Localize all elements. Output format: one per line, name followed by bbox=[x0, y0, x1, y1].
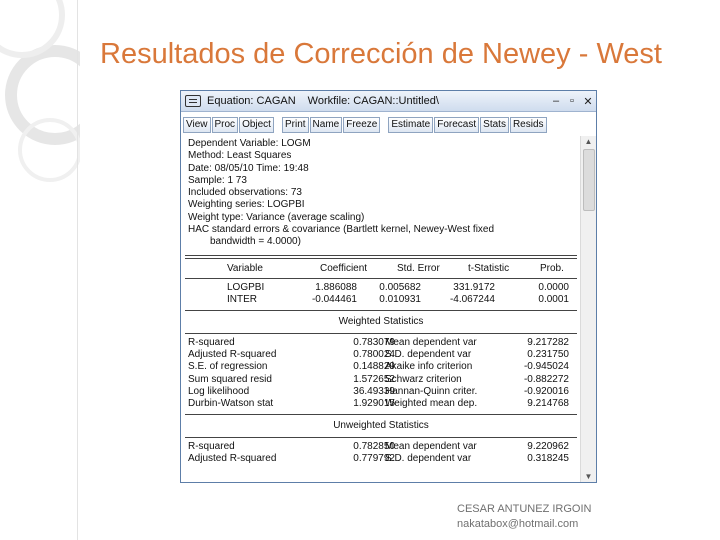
footer-author: CESAR ANTUNEZ IRGOIN bbox=[457, 503, 592, 515]
close-button[interactable]: ✕ bbox=[583, 95, 593, 108]
equation-window[interactable] bbox=[180, 90, 597, 483]
header-line: Weight type: Variance (average scaling) bbox=[188, 211, 365, 223]
stat-row: R-squared 0.783079 Mean dependent var 9.217282 bbox=[188, 336, 569, 348]
col-prob: Prob. bbox=[540, 262, 564, 274]
estimation-output bbox=[181, 136, 581, 482]
stat-row: Sum squared resid 1.572652 Schwarz criterion -0.882272 bbox=[188, 373, 569, 385]
col-t-statistic: t-Statistic bbox=[468, 262, 510, 274]
output-header bbox=[181, 136, 581, 249]
restore-button[interactable]: ▫ bbox=[570, 94, 574, 107]
estimate-button[interactable]: Estimate bbox=[388, 117, 433, 133]
divider bbox=[185, 310, 577, 311]
view-button[interactable]: View bbox=[183, 117, 211, 133]
decorative-line bbox=[77, 0, 78, 540]
name-button[interactable]: Name bbox=[310, 117, 343, 133]
equation-window-icon[interactable] bbox=[185, 95, 201, 107]
slide-title: Resultados de Corrección de Newey - West bbox=[100, 38, 662, 70]
stat-row: Adjusted R-squared 0.779792 S.D. dependent var 0.318245 bbox=[188, 453, 569, 465]
header-line: Weighting series: LOGPBI bbox=[188, 199, 305, 211]
minimize-button[interactable]: – bbox=[552, 94, 560, 107]
weighted-statistics-title: Weighted Statistics bbox=[338, 315, 424, 327]
scroll-down-arrow-icon[interactable]: ▼ bbox=[584, 472, 593, 481]
header-line: Method: Least Squares bbox=[188, 150, 292, 162]
object-button[interactable]: Object bbox=[239, 117, 274, 133]
proc-button[interactable]: Proc bbox=[212, 117, 239, 133]
divider bbox=[185, 333, 577, 334]
divider bbox=[185, 278, 577, 279]
scroll-up-arrow-icon[interactable]: ▲ bbox=[584, 137, 593, 146]
decorative-circles bbox=[0, 0, 80, 200]
coef-row: INTER -0.044461 0.010931 -4.067244 0.0001 bbox=[227, 294, 569, 306]
coef-table-header bbox=[181, 263, 581, 275]
resids-button[interactable]: Resids bbox=[510, 117, 547, 133]
print-button[interactable]: Print bbox=[282, 117, 309, 133]
stat-row: R-squared 0.782850 Mean dependent var 9.220962 bbox=[188, 440, 569, 452]
footer-email: nakatabox@hotmail.com bbox=[457, 518, 579, 530]
header-line: HAC standard errors & covariance (Bartlett kernel, Newey-West fixed bbox=[188, 224, 495, 236]
stat-row: Log likelihood 36.49339 Hannan-Quinn criter. -0.920016 bbox=[188, 386, 569, 398]
stat-row: Durbin-Watson stat 1.929015 Weighted mean dep. 9.214768 bbox=[188, 398, 569, 410]
window-titlebar[interactable] bbox=[181, 91, 596, 112]
divider bbox=[185, 255, 577, 259]
header-line: Sample: 1 73 bbox=[188, 174, 247, 186]
header-line: Date: 08/05/10 Time: 19:48 bbox=[188, 162, 309, 174]
slide-footer bbox=[457, 502, 591, 532]
header-line: bandwidth = 4.0000) bbox=[210, 236, 301, 248]
unweighted-statistics-title: Unweighted Statistics bbox=[333, 419, 429, 431]
forecast-button[interactable]: Forecast bbox=[434, 117, 479, 133]
col-coefficient: Coefficient bbox=[320, 262, 368, 274]
coef-row: LOGPBI 1.886088 0.005682 331.9172 0.0000 bbox=[227, 281, 569, 293]
col-variable: Variable bbox=[227, 262, 263, 274]
freeze-button[interactable]: Freeze bbox=[343, 117, 380, 133]
stat-row: S.E. of regression 0.148829 Akaike info criterion -0.945024 bbox=[188, 361, 569, 373]
header-line: Included observations: 73 bbox=[188, 187, 302, 199]
stats-button[interactable]: Stats bbox=[480, 117, 509, 133]
stat-row: Adjusted R-squared 0.780024 S.D. dependent var 0.231750 bbox=[188, 349, 569, 361]
equation-toolbar bbox=[183, 116, 594, 134]
divider bbox=[185, 437, 577, 438]
vertical-scrollbar[interactable] bbox=[580, 136, 596, 482]
col-std-error: Std. Error bbox=[397, 262, 440, 274]
divider bbox=[185, 414, 577, 415]
scrollbar-thumb[interactable] bbox=[583, 149, 595, 211]
header-line: Dependent Variable: LOGM bbox=[188, 138, 311, 149]
window-title: Equation: CAGAN Workfile: CAGAN::Untitled\ bbox=[207, 95, 439, 107]
